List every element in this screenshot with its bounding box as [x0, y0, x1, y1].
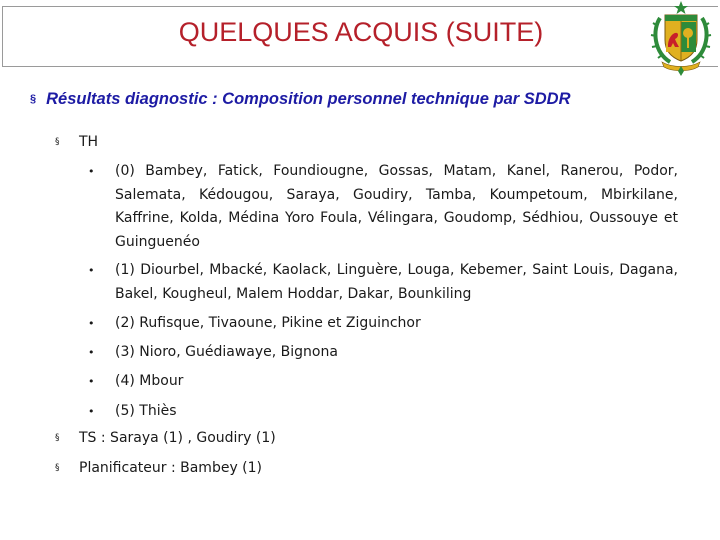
- section-heading: [30, 90, 571, 109]
- list-item: [88, 312, 678, 336]
- senegal-coat-of-arms-icon: [648, 0, 714, 76]
- round-bullet-icon: •: [88, 317, 95, 330]
- title-frame: [2, 6, 718, 67]
- list-item-th: [55, 134, 98, 150]
- round-bullet-icon: •: [88, 346, 95, 359]
- list-item-ts: [55, 430, 276, 446]
- list-item-text: (4) Mbour: [115, 373, 184, 389]
- list-item-text: (3) Nioro, Guédiawaye, Bignona: [115, 344, 338, 360]
- list-item-text: (1) Diourbel, Mbacké, Kaolack, Linguère, Louga, Kebemer, Saint Louis, Dagana, Bakel, Kougheul, Malem Hoddar, Dakar, Bounkiling: [115, 262, 678, 302]
- square-bullet-icon: §: [55, 137, 60, 147]
- list-item: [88, 259, 678, 306]
- round-bullet-icon: •: [88, 375, 95, 388]
- round-bullet-icon: •: [88, 165, 95, 178]
- list-item: [88, 341, 678, 365]
- th-label: TH: [79, 134, 99, 150]
- square-bullet-icon: §: [55, 433, 60, 443]
- list-item: [88, 400, 678, 424]
- ts-text: TS : Saraya (1) , Goudiry (1): [79, 430, 276, 446]
- round-bullet-icon: •: [88, 264, 95, 277]
- list-item: [88, 370, 678, 394]
- list-item-planificateur: [55, 460, 262, 476]
- list-item: [88, 160, 678, 254]
- list-item-text: (0) Bambey, Fatick, Foundiougne, Gossas, Matam, Kanel, Ranerou, Podor, Salemata, Kédougou, Saraya, Goudiry, Tamba, Koumpetoum, Mbirkilane, Kaffrine, Kolda, Médina Yoro Foula, Vélingara, Goudomp, Sédhiou, Oussouye et Guinguenéo: [115, 163, 678, 250]
- section-heading-text: Résultats diagnostic : Composition personnel technique par SDDR: [46, 90, 571, 108]
- square-bullet-icon: §: [55, 463, 60, 473]
- list-item-text: (2) Rufisque, Tivaoune, Pikine et Ziguinchor: [115, 315, 421, 331]
- slide-title: QUELQUES ACQUIS (SUITE): [178, 17, 544, 47]
- list-item-text: (5) Thiès: [115, 403, 177, 419]
- square-bullet-icon: §: [30, 93, 37, 105]
- round-bullet-icon: •: [88, 405, 95, 418]
- planificateur-text: Planificateur : Bambey (1): [79, 460, 263, 476]
